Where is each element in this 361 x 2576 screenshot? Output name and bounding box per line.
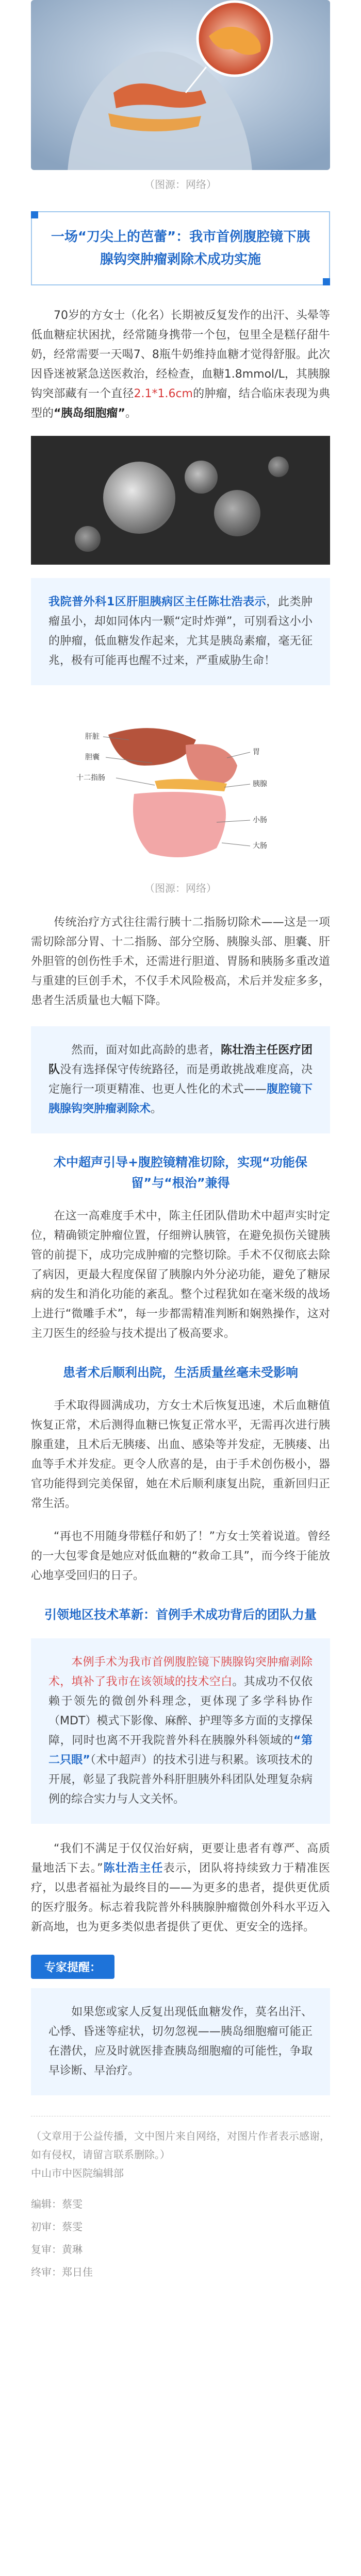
info-panel-approach xyxy=(31,1026,330,1133)
copyright-note: （文章用于公益传播，文中图片来自网络，对图片作者表示感谢，如有侵权，请留言联系删除。） xyxy=(31,2130,330,2161)
tumor-cells-illustration xyxy=(31,436,330,565)
org-name: 中山市中医院编辑部 xyxy=(31,2167,124,2179)
label-pancreas: 胰腺 xyxy=(253,780,267,788)
credit-first-review: 初审：蔡雯 xyxy=(31,2221,83,2233)
label-duodenum: 十二指肠 xyxy=(76,774,105,782)
info-panel-innovation xyxy=(31,1638,330,1824)
intestine-shape xyxy=(133,792,226,857)
label-stomach: 胃 xyxy=(253,748,260,756)
paragraph-5: 在这一高难度手术中，陈主任团队借助术中超声实时定位，精确锁定肿瘤位置，仔细辨认胰管，在避免损伤关键胰管的前提下，成功完成肿瘤的完整切除。手术不仅彻底去除了病因，更最大程度保留了胰腺内外分泌功能，避免了糖尿病的发生和消化功能的紊乱。整个过程犹如在毫米级的战场上进行“微雕手术”，每一步都需精准判断和娴熟操作，这对主刀医生的经验与技术提出了极高要求。 xyxy=(31,1210,330,1340)
subheading-surgery: 术中超声引导+腹腔镜精准切除，实现“功能保留”与“根治”兼得 xyxy=(54,1155,307,1190)
subheading-recovery: 患者术后顺利出院，生活质量丝毫未受影响 xyxy=(63,1365,298,1380)
expert-tip-block xyxy=(31,1955,330,2095)
label-liver: 肝脏 xyxy=(85,733,100,741)
image-caption: （图源：网络） xyxy=(144,882,217,894)
credit-final-review: 终审：郑日佳 xyxy=(31,2266,93,2278)
tumor-cell-image xyxy=(31,436,330,565)
paragraph-1: 70岁的方女士（化名）长期被反复发作的出汗、头晕等低血糖症状困扰，经常随身携带一个包，包里全是糕仔甜牛奶，经常需要一天喝7、8瓶牛奶维持血糖才觉得舒服。此次因昏迷被紧急送医救治，经检查，血糖1.8mmol/L，其胰腺钩突部藏有一个直径2.1*1.6cm的肿瘤，结合临床表现为典型的“胰岛细胞瘤”。 xyxy=(31,309,330,420)
label-large-intestine: 大肠 xyxy=(253,842,267,850)
paragraph-3: 传统治疗方式往往需行胰十二指肠切除术——这是一项需切除部分胃、十二指肠、部分空肠、胰腺头部、胆囊、肝外胆管的创伤性手术，还需进行胆道、胃肠和胰肠多重改道与重建的巨创手术，不仅手术风险极高，术后并发症多多，患者生活质量也大幅下降。 xyxy=(31,916,330,1007)
subheading-innovation: 引领地区技术革新：首例手术成功背后的团队力量 xyxy=(44,1607,317,1622)
expert-tip-tag: 专家提醒： xyxy=(31,1955,114,1979)
label-small-intestine: 小肠 xyxy=(253,816,267,824)
pancreas-illustration xyxy=(31,0,330,170)
paragraph-2: 我院普外科1区肝胆胰病区主任陈壮浩表示，此类肿瘤虽小，却如同体内一颗“定时炸弹”，可别看这小小的肿瘤，低血糖发作起来，尤其是胰岛素瘤，毫无征兆，极有可能再也醒不过来，严重威胁生命！ xyxy=(48,596,313,667)
credit-second-review: 复审：黄琳 xyxy=(31,2243,83,2256)
paragraph-8: 本例手术为我市首例腹腔镜下胰腺钩突肿瘤剥除术，填补了我市在该领域的技术空白。其成功不仅依赖于领先的微创外科理念，更体现了多学科协作（MDT）模式下影像、麻醉、护理等多方面的支撑保障，同时也离不开我院普外科在胰腺外科领域的“第二只眼”（术中超声）的技术引进与积累。该项技术的开展，彰显了我院普外科肝胆胰外科团队处理复杂病例的综合实力与人文关怀。 xyxy=(48,1656,313,1806)
article-title: 一场“刀尖上的芭蕾”：我市首例腹腔镜下胰腺钩突肿瘤剥除术成功实施 xyxy=(51,229,310,267)
paragraph-4: 然而，面对如此高龄的患者，陈壮浩主任医疗团队没有选择保守传统路径，而是勇敢挑战难度高，决定施行一项更精准、也更人性化的术式——腹腔镜下胰腺钩突肿瘤剥除术。 xyxy=(48,1044,313,1115)
info-panel-director xyxy=(31,578,330,685)
hero-image-pancreas xyxy=(31,0,330,170)
anatomy-diagram xyxy=(31,699,330,874)
expert-tip-panel xyxy=(31,1988,330,2095)
digestive-anatomy-illustration xyxy=(31,699,330,874)
paragraph-9: “我们不满足于仅仅治好病，更要让患者有尊严、高质量地活下去。”陈壮浩主任表示，团队将持续致力于精准医疗，以患者福祉为最终目的——为更多的患者，提供更优质的医疗服务。标志着我院普外科胰腺肿瘤微创外科水平迈入新高地，也为更多类似患者提供了更优、更安全的选择。 xyxy=(31,1842,330,1934)
credits-list xyxy=(31,2193,330,2283)
paragraph-7: “再也不用随身带糕仔和奶了！”方女士笑着说道。曾经的一大包零食是她应对低血糖的“救命工具”，而今终于能放心地享受回归的日子。 xyxy=(31,1530,330,1582)
paragraph-6: 手术取得圆满成功，方女士术后恢复迅速，术后血糖值恢复正常，术后测得血糖已恢复正常水平，无需再次进行胰腺重建，且术后无胰瘘、出血、感染等并发症，无胰瘘、出血等手术并发症。更令人欣喜的是，由于手术创伤极小，器官功能得到完美保留，她在术后顺利康复出院，重新回归正常生活。 xyxy=(31,1399,330,1510)
corner-decoration xyxy=(323,278,330,285)
credit-editor: 编辑：蔡雯 xyxy=(31,2198,83,2210)
article-title-box xyxy=(31,211,330,285)
expert-tip-text: 如果您或家人反复出现低血糖发作，莫名出汗、心悸、昏迷等症状，切勿忽视——胰岛细胞瘤可能正在潜伏，应及时就医排查胰岛细胞瘤的可能性，争取早诊断、早治疗。 xyxy=(48,2006,313,2077)
corner-decoration xyxy=(31,211,38,218)
image-caption: （图源：网络） xyxy=(144,178,217,191)
label-gallbladder: 胆囊 xyxy=(85,753,100,761)
